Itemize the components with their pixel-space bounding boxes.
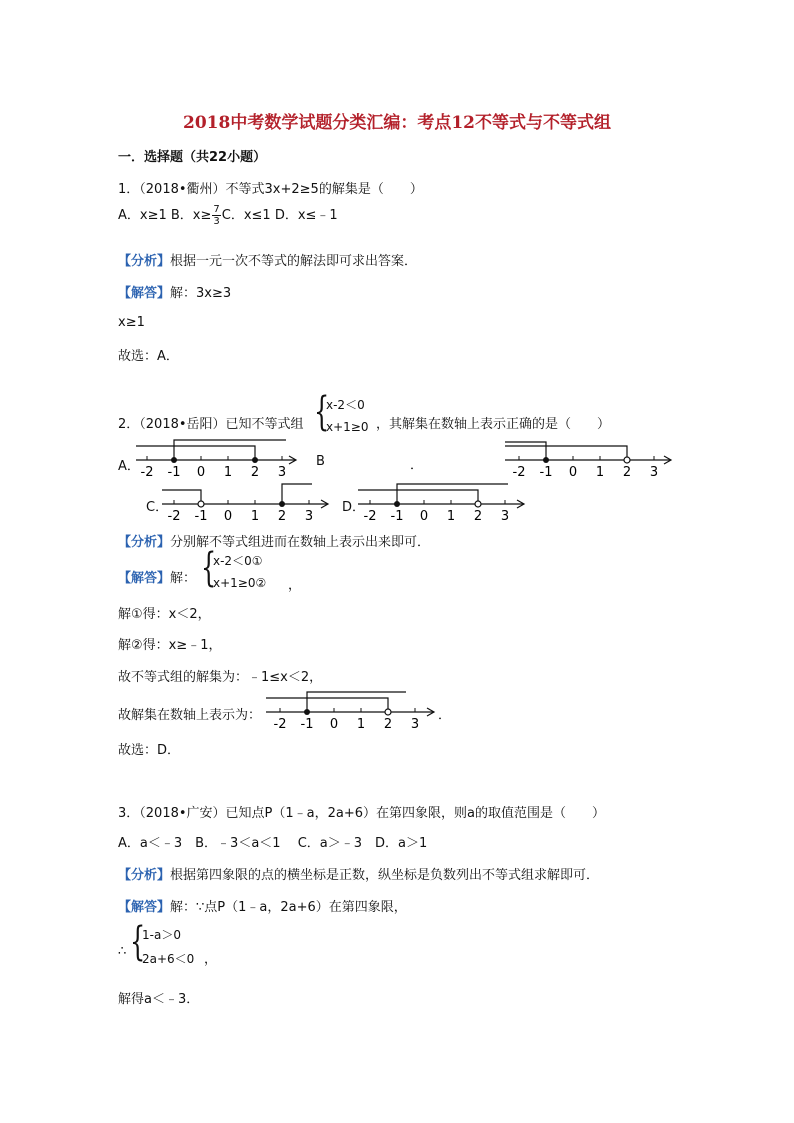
solid-point bbox=[543, 457, 549, 463]
q1-option-cd: C．x≤1 D．x≤﹣1 bbox=[221, 208, 338, 223]
q1-conclusion: 故选：A． bbox=[118, 349, 179, 364]
tick-label: -1 bbox=[194, 509, 208, 524]
open-point bbox=[385, 709, 391, 715]
tick-label: -2 bbox=[167, 509, 181, 524]
tick-label: 1 bbox=[595, 465, 605, 480]
tick-label: -2 bbox=[140, 465, 154, 480]
q2-sys-line1: x-2＜0 bbox=[326, 398, 365, 412]
answer-label: 【解答】 bbox=[118, 571, 171, 586]
q2-answer-lead bbox=[118, 567, 196, 586]
q3-result: 解得a＜﹣3． bbox=[118, 992, 200, 1007]
q3-analysis-text: 根据第四象限的点的横坐标是正数，纵坐标是负数列出不等式组求解即可． bbox=[170, 868, 600, 883]
tick-label: 2 bbox=[622, 465, 632, 480]
q1-analysis bbox=[118, 250, 417, 269]
q2-option-c-number-line bbox=[162, 476, 332, 524]
q1-answer-text: 解：3x≥3 bbox=[170, 286, 232, 301]
tick-label: -2 bbox=[273, 717, 287, 732]
tick-label: 0 bbox=[196, 465, 206, 480]
q1-frac-num: 7 bbox=[213, 204, 220, 215]
q2-step1: 解①得：x＜2， bbox=[118, 607, 211, 622]
q1-analysis-text: 根据一元一次不等式的解法即可求出答案． bbox=[170, 254, 418, 269]
ray-left bbox=[505, 442, 546, 460]
q3-sys-line1: 1-a＞0 bbox=[142, 928, 181, 942]
brace-icon: { bbox=[314, 389, 330, 435]
q2-system bbox=[314, 389, 384, 440]
q2-step3: 故不等式组的解集为：﹣1≤x＜2， bbox=[118, 670, 323, 685]
ray-right bbox=[174, 440, 286, 460]
q1-line2: x≥1 bbox=[118, 315, 145, 330]
tick-label: 0 bbox=[419, 509, 429, 524]
q2-stem-post: ，其解集在数轴上表示正确的是（ ） bbox=[376, 417, 611, 432]
answer-label: 【解答】 bbox=[118, 900, 171, 915]
page-title: 2018中考数学试题分类汇编：考点12不等式与不等式组 bbox=[183, 113, 611, 133]
q2-solution-number-line bbox=[266, 684, 438, 732]
ray-right bbox=[307, 692, 406, 712]
q2-sys-line2: x+1≥0 bbox=[326, 420, 369, 434]
analysis-label: 【分析】 bbox=[118, 868, 171, 883]
tick-label: 2 bbox=[473, 509, 483, 524]
q3-answer bbox=[118, 896, 407, 915]
solid-point bbox=[171, 457, 177, 463]
tick-label: 2 bbox=[383, 717, 393, 732]
solid-point bbox=[279, 501, 285, 507]
ray-left bbox=[505, 446, 627, 460]
q1-fraction bbox=[212, 204, 220, 227]
q2-option-a-label: A． bbox=[118, 459, 140, 474]
q2-conclusion: 故选：D． bbox=[118, 743, 181, 758]
tick-label: 0 bbox=[329, 717, 339, 732]
open-point bbox=[198, 501, 204, 507]
q1-stem: 1．（2018•衢州）不等式3x+2≥5的解集是（ ） bbox=[118, 182, 423, 197]
q2-option-b-number-line bbox=[505, 432, 675, 480]
q2-option-c-label: C． bbox=[146, 500, 169, 515]
q2-step4: 故解集在数轴上表示为： bbox=[118, 708, 262, 723]
solid-point bbox=[394, 501, 400, 507]
tick-label: -1 bbox=[539, 465, 553, 480]
q3-therefore: ∴ bbox=[118, 944, 127, 959]
tick-label: 2 bbox=[250, 465, 260, 480]
tick-label: 1 bbox=[356, 717, 366, 732]
q2-option-d-number-line bbox=[358, 476, 528, 524]
brace-icon: { bbox=[130, 919, 146, 965]
tick-label: -1 bbox=[390, 509, 404, 524]
tick-label: 3 bbox=[500, 509, 510, 524]
open-point bbox=[475, 501, 481, 507]
tick-label: -2 bbox=[363, 509, 377, 524]
q3-sys-line2: 2a+6＜0 bbox=[142, 952, 195, 966]
q3-analysis bbox=[118, 864, 599, 883]
q3-answer-text: 解：∵点P（1﹣a，2a+6）在第四象限， bbox=[170, 900, 407, 915]
tick-label: 1 bbox=[446, 509, 456, 524]
q2-analysis-text: 分别解不等式组进而在数轴上表示出来即可． bbox=[170, 535, 431, 550]
tick-label: 2 bbox=[277, 509, 287, 524]
tick-label: 3 bbox=[304, 509, 314, 524]
q2-analysis bbox=[118, 531, 430, 550]
q2-step4-end: ． bbox=[438, 708, 452, 723]
q2-option-a-number-line bbox=[136, 432, 300, 480]
tick-label: 3 bbox=[277, 465, 287, 480]
q2-option-b-dot: ． bbox=[410, 458, 424, 473]
q1-options bbox=[118, 204, 338, 227]
analysis-label: 【分析】 bbox=[118, 535, 171, 550]
open-point bbox=[624, 457, 630, 463]
ray-right bbox=[397, 484, 508, 504]
ray-left bbox=[266, 698, 388, 712]
q1-answer bbox=[118, 282, 231, 301]
solid-point bbox=[304, 709, 310, 715]
ray-left bbox=[358, 490, 478, 504]
q2-sol-comma: ， bbox=[288, 578, 302, 593]
q3-options: A．a＜﹣3 B．﹣3＜a＜1 C．a＞﹣3 D．a＞1 bbox=[118, 836, 428, 851]
q2-step2: 解②得：x≥﹣1， bbox=[118, 638, 222, 653]
ray-right bbox=[282, 484, 312, 504]
tick-label: 1 bbox=[223, 465, 233, 480]
q3-sys-comma: ， bbox=[204, 952, 218, 967]
answer-label: 【解答】 bbox=[118, 286, 171, 301]
q2-option-d-label: D． bbox=[342, 500, 366, 515]
ray-left bbox=[162, 490, 201, 504]
q2-sol-line2: x+1≥0② bbox=[213, 576, 267, 590]
tick-label: 3 bbox=[649, 465, 659, 480]
q1-frac-den: 3 bbox=[213, 216, 220, 227]
q2-stem-pre: 2．（2018•岳阳）已知不等式组 bbox=[118, 417, 304, 432]
analysis-label: 【分析】 bbox=[118, 254, 171, 269]
tick-label: 0 bbox=[223, 509, 233, 524]
tick-label: 0 bbox=[568, 465, 578, 480]
q2-answer-text: 解： bbox=[170, 571, 197, 586]
tick-label: 3 bbox=[410, 717, 420, 732]
solid-point bbox=[252, 457, 258, 463]
q2-option-b-label: B bbox=[316, 454, 325, 469]
q1-option-ab: A．x≥1 B．x≥ bbox=[118, 208, 212, 223]
q2-solution-system bbox=[201, 545, 301, 596]
ray-left bbox=[136, 446, 255, 460]
tick-label: -1 bbox=[300, 717, 314, 732]
q2-sol-line1: x-2＜0① bbox=[213, 554, 263, 568]
q3-stem: 3．（2018•广安）已知点P（1﹣a，2a+6）在第四象限，则a的取值范围是（ ） bbox=[118, 806, 605, 821]
tick-label: -2 bbox=[512, 465, 526, 480]
tick-label: -1 bbox=[167, 465, 181, 480]
section-heading: 一．选择题（共22小题） bbox=[118, 150, 267, 165]
brace-icon: { bbox=[201, 545, 217, 591]
tick-label: 1 bbox=[250, 509, 260, 524]
